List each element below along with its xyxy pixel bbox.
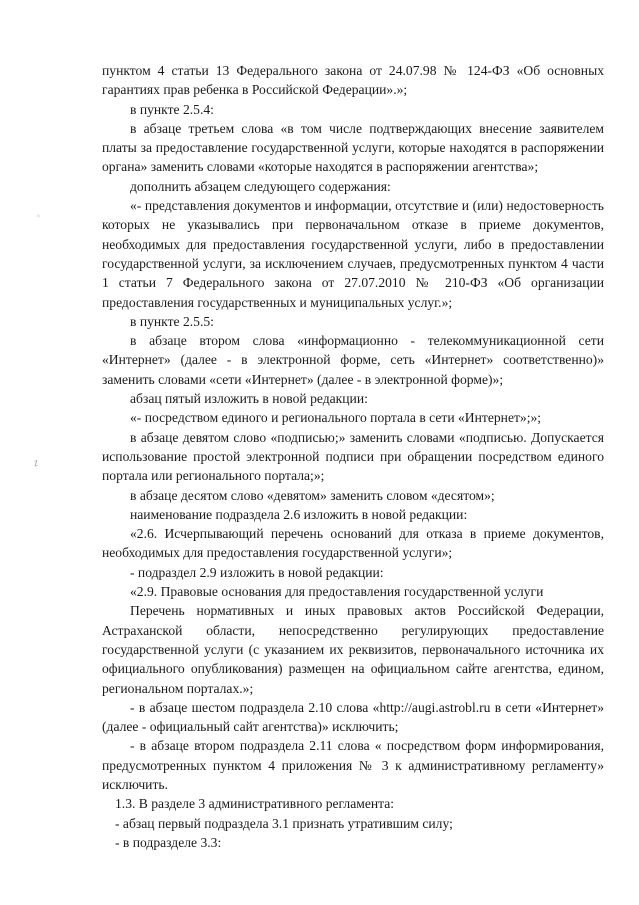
- paragraph-p15: «2.9. Правовые основания для предоставления государственной услуги: [130, 584, 544, 600]
- paragraph-p04: дополнить абзацем следующего содержания:: [130, 178, 391, 194]
- paragraph-p12: наименование подраздела 2.6 изложить в новой редакции:: [130, 506, 468, 522]
- paragraph-p09: «- посредством единого и регионального портала в сети «Интернет»;»;: [130, 410, 542, 426]
- paragraph-p03: в абзаце третьем слова «в том числе подтверждающих внесение заявителем платы за предоставление государственной услуги, которые находятся в распоряжении органа» заменить словами «которые находятся в распоряжении агентства»;: [102, 120, 604, 175]
- paragraph-p17: - в абзаце шестом подраздела 2.10 слова «http://augi.astrobl.ru в сети «Интернет» (далее - официальный сайт агентства)» исключить;: [102, 699, 604, 735]
- paragraph-p13: «2.6. Исчерпывающий перечень оснований для отказа в приеме документов, необходимых для предоставления государственной услуги»;: [102, 526, 604, 561]
- paragraph-p14: - подраздел 2.9 изложить в новой редакции:: [130, 564, 384, 580]
- paragraph-p05: «- представления документов и информации, отсутствие и (или) недостоверность которых не указывались при первоначальном отказе в приеме документов, необходимых для предоставления государственной услуги, либо в предоставлении государственной услуги, за исключением случаев, предусмотренных пунктом 4 части 1 статьи 7 Федерального закона от 27.07.2010 № 210-ФЗ «Об организации предоставления государственных и муниципальных услуг.»;: [102, 198, 604, 310]
- scan-speck-lower: ⁒: [34, 459, 38, 468]
- paragraph-p08: абзац пятый изложить в новой редакции:: [130, 391, 368, 407]
- paragraph-p16: Перечень нормативных и иных правовых актов Российской Федерации, Астраханской области, непосредственно регулирующих предоставление государственной услуги (с указанием их реквизитов, первоначального источника их официального опубликования) размещен на официальном сайте агентства, едином, региональном порталах.»;: [102, 603, 604, 696]
- paragraph-p02: в пункте 2.5.4:: [130, 101, 214, 117]
- paragraph-p19: 1.3. В разделе 3 административного регламента:: [115, 796, 395, 812]
- paragraph-p11: в абзаце десятом слово «девятом» заменить словом «десятом»;: [130, 487, 495, 503]
- paragraph-p18: - в абзаце втором подраздела 2.11 слова « посредством форм информирования, предусмотренных пунктом 4 приложения № 3 к административному регламенту» исключить.: [102, 738, 604, 792]
- paragraph-p10: в абзаце девятом слово «подписью;» заменить словами «подписью. Допускается использование простой электронной подписи при обращении посредством единого портала или регионального портала;»;: [102, 429, 604, 484]
- paragraph-p07: в абзаце втором слова «информационно - телекоммуникационной сети «Интернет» (далее - в электронной форме, сеть «Интернет» соответственно)» заменить словами «сети «Интернет» (далее - в электронной форме)»;: [102, 333, 604, 387]
- paragraph-p01: пунктом 4 статьи 13 Федерального закона от 24.07.98 № 124-ФЗ «Об основных гарантиях прав ребенка в Российской Федерации».»;: [102, 63, 604, 98]
- scan-speck-upper: ◦: [36, 212, 41, 221]
- paragraph-p06: в пункте 2.5.5:: [130, 313, 214, 329]
- document-page: [102, 61, 604, 852]
- paragraph-p21: - в подразделе 3.3:: [115, 834, 222, 850]
- paragraph-p20: - абзац первый подраздела 3.1 признать утратившим силу;: [115, 815, 453, 831]
